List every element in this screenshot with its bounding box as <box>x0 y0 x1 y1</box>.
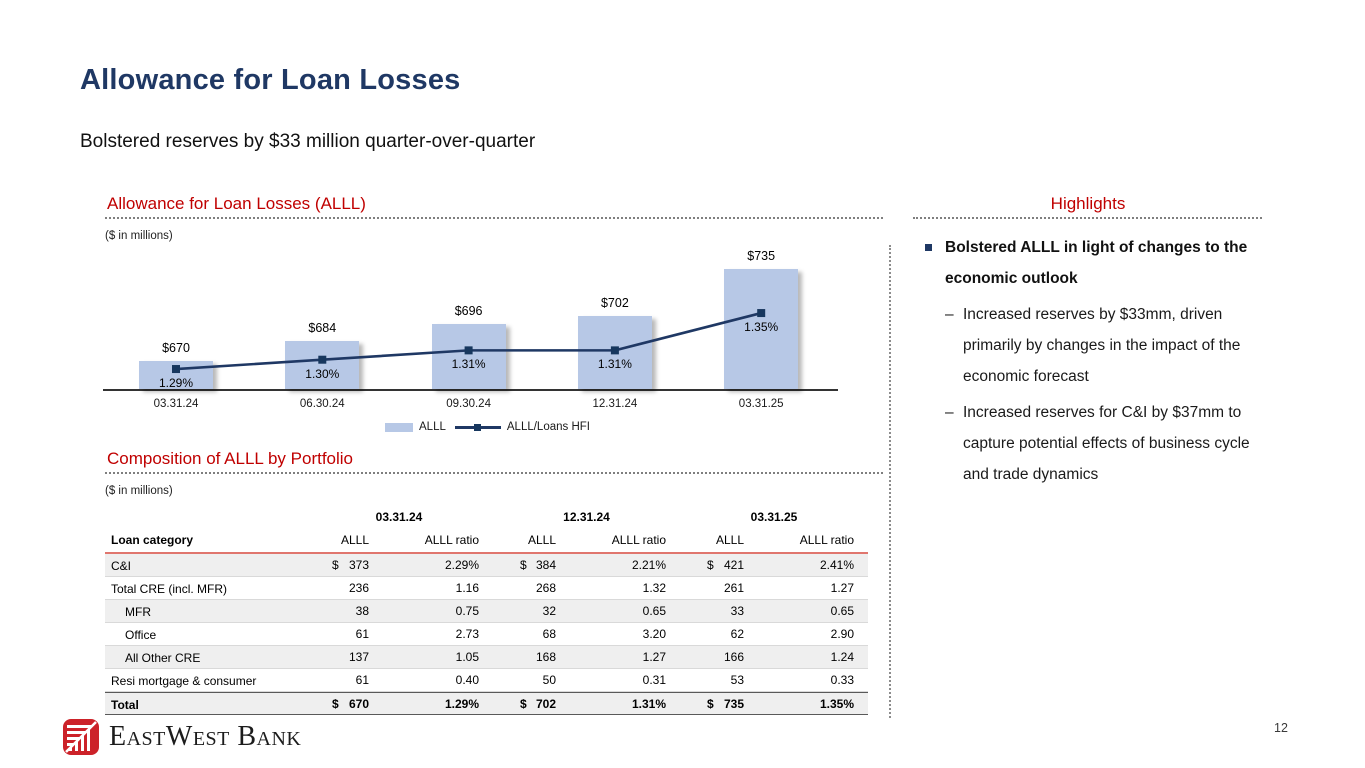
alll-ratio-value-label: 1.31% <box>597 357 632 372</box>
loan-category-cell: All Other CRE <box>125 650 201 665</box>
alll-value-cell: $ 702 <box>493 693 586 716</box>
alll-ratio-cell: 1.05 <box>455 650 479 664</box>
dollar-sign: $ <box>520 558 527 572</box>
highlight-sub-bullet-list <box>945 299 1270 490</box>
bullet-square-icon <box>925 244 932 251</box>
highlights-bullet-list <box>925 232 1270 490</box>
table-row <box>105 600 868 623</box>
alll-value-cell: 268 <box>535 581 556 595</box>
line-marker <box>172 365 180 373</box>
alll-ratio-cell: 2.41% <box>819 558 854 572</box>
table-row <box>105 577 868 600</box>
legend-label: ALLL <box>419 421 446 433</box>
alll-value-cell: 33 <box>730 604 744 618</box>
table-column-header: ALLL ratio <box>611 533 666 547</box>
alll-value-cell: 62 <box>730 627 744 641</box>
table-column-header: Loan category <box>111 533 194 547</box>
loan-category-cell: Resi mortgage & consumer <box>111 673 257 688</box>
alll-value-cell: 168 <box>535 650 556 664</box>
alll-value-cell: 50 <box>542 673 556 687</box>
table-header-row <box>105 528 868 554</box>
alll-value-cell: 53 <box>730 673 744 687</box>
line-marker <box>318 356 326 364</box>
legend-line-swatch <box>455 423 501 432</box>
alll-value-cell: 68 <box>542 627 556 641</box>
alll-ratio-cell: 2.29% <box>444 558 479 572</box>
line-marker <box>757 309 765 317</box>
alll-ratio-cell: 0.75 <box>455 604 479 618</box>
chart-category-label: 03.31.24 <box>153 398 199 410</box>
table-row <box>105 646 868 669</box>
dollar-sign: $ <box>332 697 339 711</box>
legend-label: ALLL/Loans HFI <box>506 421 590 433</box>
chart-units-note: ($ in millions) <box>105 230 173 242</box>
alll-ratio-cell: 1.32 <box>642 581 666 595</box>
legend-item-alll-loans-hfi <box>455 421 590 433</box>
alll-ratio-cell: 1.27 <box>830 581 854 595</box>
line-marker <box>465 346 473 354</box>
alll-ratio-cell: 0.65 <box>642 604 666 618</box>
dollar-sign: $ <box>520 697 527 711</box>
chart-category-label: 09.30.24 <box>446 398 491 410</box>
alll-value-cell: 236 <box>348 581 369 595</box>
dollar-sign: $ <box>332 558 339 572</box>
alll-value-cell: $ 384 <box>493 554 586 577</box>
alll-value-cell: $ 735 <box>680 693 774 716</box>
page-number: 12 <box>1274 721 1288 735</box>
highlight-sub-bullet <box>945 299 1270 392</box>
chart-category-label: 03.31.25 <box>738 398 784 410</box>
table-group-header: 03.31.25 <box>750 509 798 524</box>
highlight-sub-bullet <box>945 397 1270 490</box>
highlight-bullet-text: Bolstered ALLL in light of changes to the economic outlook <box>945 239 1248 287</box>
alll-ratio-value-label: 1.31% <box>451 357 486 372</box>
alll-ratio-cell: 0.40 <box>455 673 479 687</box>
table-units-note: ($ in millions) <box>105 485 173 497</box>
chart-category-label: 12.31.24 <box>592 398 638 410</box>
alll-value-cell: $ 421 <box>680 554 774 577</box>
table-section-title: Composition of ALLL by Portfolio <box>107 449 354 468</box>
alll-composition-table <box>105 505 868 715</box>
loan-category-cell: MFR <box>125 604 151 619</box>
alll-value-cell: 137 <box>348 650 369 664</box>
alll-value-cell: 261 <box>723 581 744 595</box>
loan-category-cell: Office <box>125 627 157 642</box>
legend-item-alll <box>385 421 446 433</box>
table-section-rule <box>105 461 883 474</box>
alll-value-cell: $ 373 <box>305 554 399 577</box>
slide-subtitle: Bolstered reserves by $33 million quarter-over-quarter <box>80 131 536 152</box>
alll-bar-value-label: $702 <box>600 295 629 310</box>
loan-category-cell: C&I <box>111 558 132 573</box>
chart-category-label: 06.30.24 <box>299 398 345 410</box>
table-group-header-row <box>105 505 868 528</box>
alll-value-cell: 166 <box>723 650 744 664</box>
alll-bar-line-chart <box>105 240 870 415</box>
highlight-bullet <box>925 232 1270 294</box>
dollar-sign: $ <box>707 558 714 572</box>
alll-bar-value-label: $670 <box>162 340 190 355</box>
alll-ratio-cell: 3.20 <box>642 627 666 641</box>
table-column-header: ALLL <box>340 533 369 547</box>
alll-ratio-value-label: 1.30% <box>305 366 340 381</box>
alll-ratio-value-label: 1.35% <box>744 320 779 335</box>
alll-ratio-cell: 1.16 <box>455 581 479 595</box>
legend-line-marker <box>474 424 481 431</box>
table-row <box>105 669 868 692</box>
alll-value-cell: 38 <box>355 604 369 618</box>
table-row <box>105 554 868 577</box>
alll-value-cell: 32 <box>542 604 556 618</box>
dollar-sign: $ <box>707 697 714 711</box>
alll-value-cell: 61 <box>355 673 369 687</box>
chart-section-title: Allowance for Loan Losses (ALLL) <box>107 194 366 213</box>
highlights-title: Highlights <box>1050 194 1126 213</box>
alll-ratio-cell: 2.21% <box>631 558 666 572</box>
alll-bar-value-label: $696 <box>454 304 483 319</box>
table-row <box>105 623 868 646</box>
loan-category-cell: Total CRE (incl. MFR) <box>111 581 228 596</box>
east-west-bank-logo <box>62 718 301 756</box>
alll-bar-value-label: $684 <box>308 320 337 335</box>
slide-title: Allowance for Loan Losses <box>80 64 461 96</box>
table-column-header: ALLL ratio <box>799 533 854 547</box>
alll-ratio-cell: 2.90 <box>830 627 854 641</box>
alll-value-cell: 61 <box>355 627 369 641</box>
legend-bar-swatch <box>385 423 413 432</box>
east-west-bank-logo-icon <box>62 718 100 756</box>
east-west-bank-wordmark: EastWest Bank <box>109 721 302 752</box>
alll-ratio-cell: 0.31 <box>642 673 666 687</box>
table-group-header: 03.31.24 <box>375 509 423 524</box>
dash-icon: – <box>945 404 954 421</box>
alll-ratio-value-label: 1.29% <box>158 376 194 391</box>
vertical-divider <box>889 245 891 718</box>
chart-section-rule <box>105 206 883 219</box>
alll-ratio-cell: 1.35% <box>819 697 854 711</box>
alll-ratio-cell: 0.65 <box>830 604 854 618</box>
alll-bar-value-label: $735 <box>747 248 776 263</box>
alll-ratio-cell: 1.27 <box>642 650 666 664</box>
table-column-header: ALLL ratio <box>424 533 479 547</box>
highlight-sub-bullet-text: Increased reserves for C&I by $37mm to capture potential effects of business cycle and trade dynamics <box>963 404 1250 483</box>
line-marker <box>611 346 619 354</box>
alll-value-cell: $ 670 <box>305 693 399 716</box>
alll-ratio-cell: 1.24 <box>830 650 854 664</box>
dash-icon: – <box>945 306 954 323</box>
alll-ratio-cell: 2.73 <box>455 627 479 641</box>
table-row <box>105 692 868 715</box>
table-column-header: ALLL <box>527 533 556 547</box>
table-column-header: ALLL <box>715 533 744 547</box>
table-group-header: 12.31.24 <box>563 509 610 524</box>
alll-ratio-cell: 1.31% <box>631 697 666 711</box>
alll-ratio-cell: 1.29% <box>444 697 479 711</box>
highlight-sub-bullet-text: Increased reserves by $33mm, driven primarily by changes in the impact of the economic forecast <box>963 306 1241 385</box>
loan-category-cell: Total <box>111 697 139 712</box>
alll-ratio-cell: 0.33 <box>830 673 854 687</box>
chart-legend <box>105 421 870 433</box>
highlights-rule <box>913 206 1262 219</box>
